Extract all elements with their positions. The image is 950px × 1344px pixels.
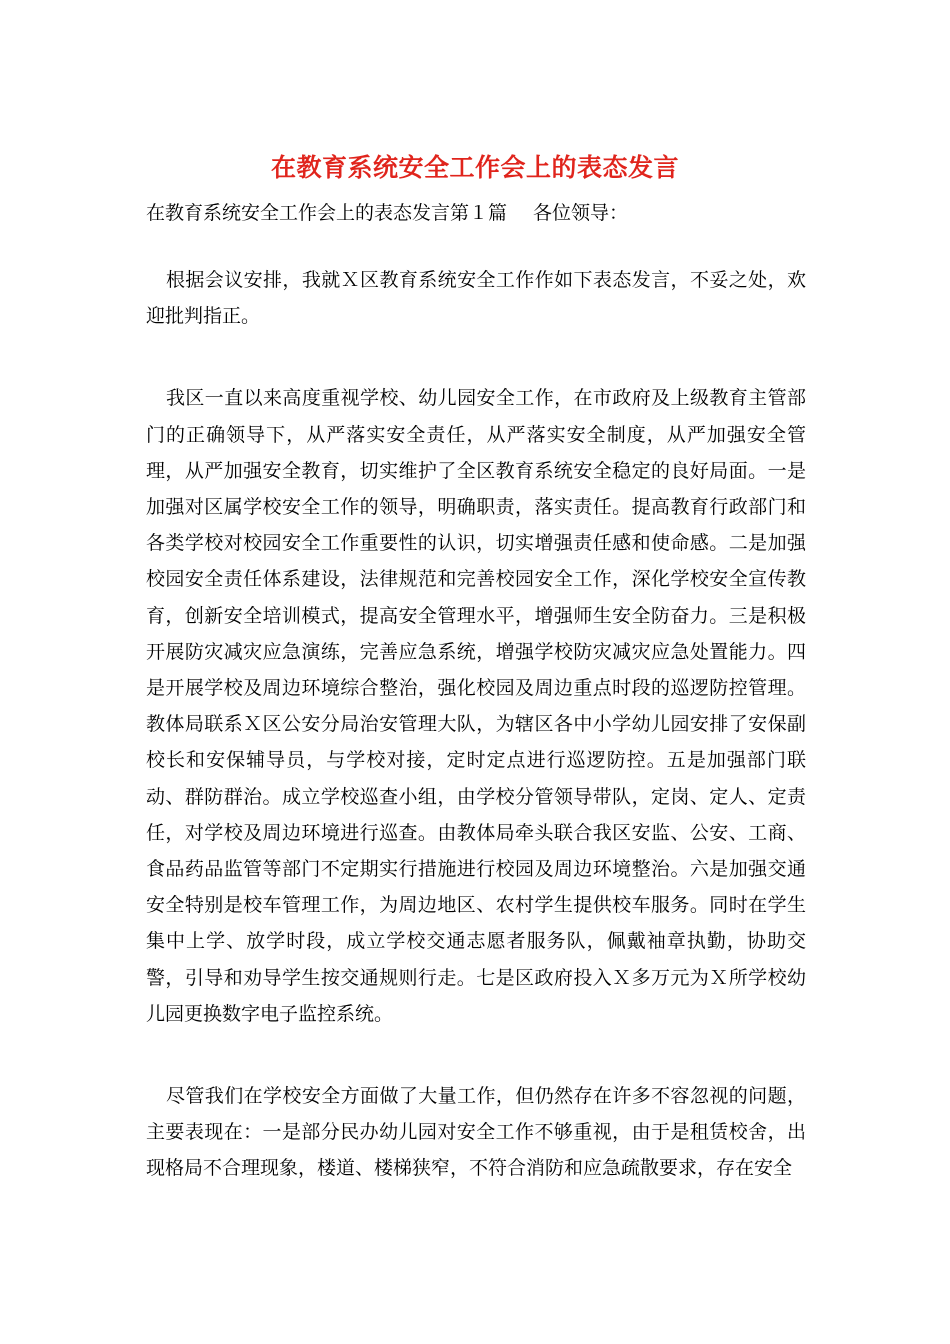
salutation: 各位领导：: [533, 202, 629, 224]
paragraph-intro: 根据会议安排，我就Ｘ区教育系统安全工作作如下表态发言，不妥之处，欢迎批判指正。: [146, 269, 806, 328]
document-subtitle-line: [146, 200, 826, 226]
paragraph-achievements: 我区一直以来高度重视学校、幼儿园安全工作，在市政府及上级教育主管部门的正确领导下，从严落实安全责任，从严落实安全制度，从严加强安全管理，从严加强安全教育，切实维护了全区教育系统安全稳定的良好局面。一是加强对区属学校安全工作的领导，明确职责，落实责任。提高教育行政部门和各类学校对校园安全工作重要性的认识，切实增强责任感和使命感。二是加强校园安全责任体系建设，法律规范和完善校园安全工作，深化学校安全宣传教育，创新安全培训模式，提高安全管理水平，增强师生安全防奋力。三是积极开展防灾减灾应急演练，完善应急系统，增强学校防灾减灾应急处置能力。四是开展学校及周边环境综合整治，强化校园及周边重点时段的巡逻防控管理。教体局联系Ｘ区公安分局治安管理大队，为辖区各中小学幼儿园安排了安保副校长和安保辅导员，与学校对接，定时定点进行巡逻防控。五是加强部门联动、群防群治。成立学校巡查小组，由学校分管领导带队，定岗、定人、定责任，对学校及周边环境进行巡查。由教体局牵头联合我区安监、公安、工商、食品药品监管等部门不定期实行措施进行校园及周边环境整治。六是加强交通安全特别是校车管理工作，为周边地区、农村学生提供校车服务。同时在学生集中上学、放学时段，成立学校交通志愿者服务队，佩戴袖章执勤，协助交警，引导和劝导学生按交通规则行走。七是区政府投入Ｘ多万元为Ｘ所学校幼儿园更换数字电子监控系统。: [146, 387, 806, 1025]
document-body: [146, 262, 806, 1233]
document-subtitle: 在教育系统安全工作会上的表态发言第１篇: [146, 202, 508, 224]
paragraph-problems: 尽管我们在学校安全方面做了大量工作，但仍然存在许多不容忽视的问题，主要表现在：一是部分民办幼儿园对安全工作不够重视，由于是租赁校舍，出现格局不合理现象，楼道、楼梯狭窄，不符合消防和应急疏散要求，存在安全: [146, 1085, 806, 1180]
document-title: 在教育系统安全工作会上的表态发言: [270, 153, 679, 182]
